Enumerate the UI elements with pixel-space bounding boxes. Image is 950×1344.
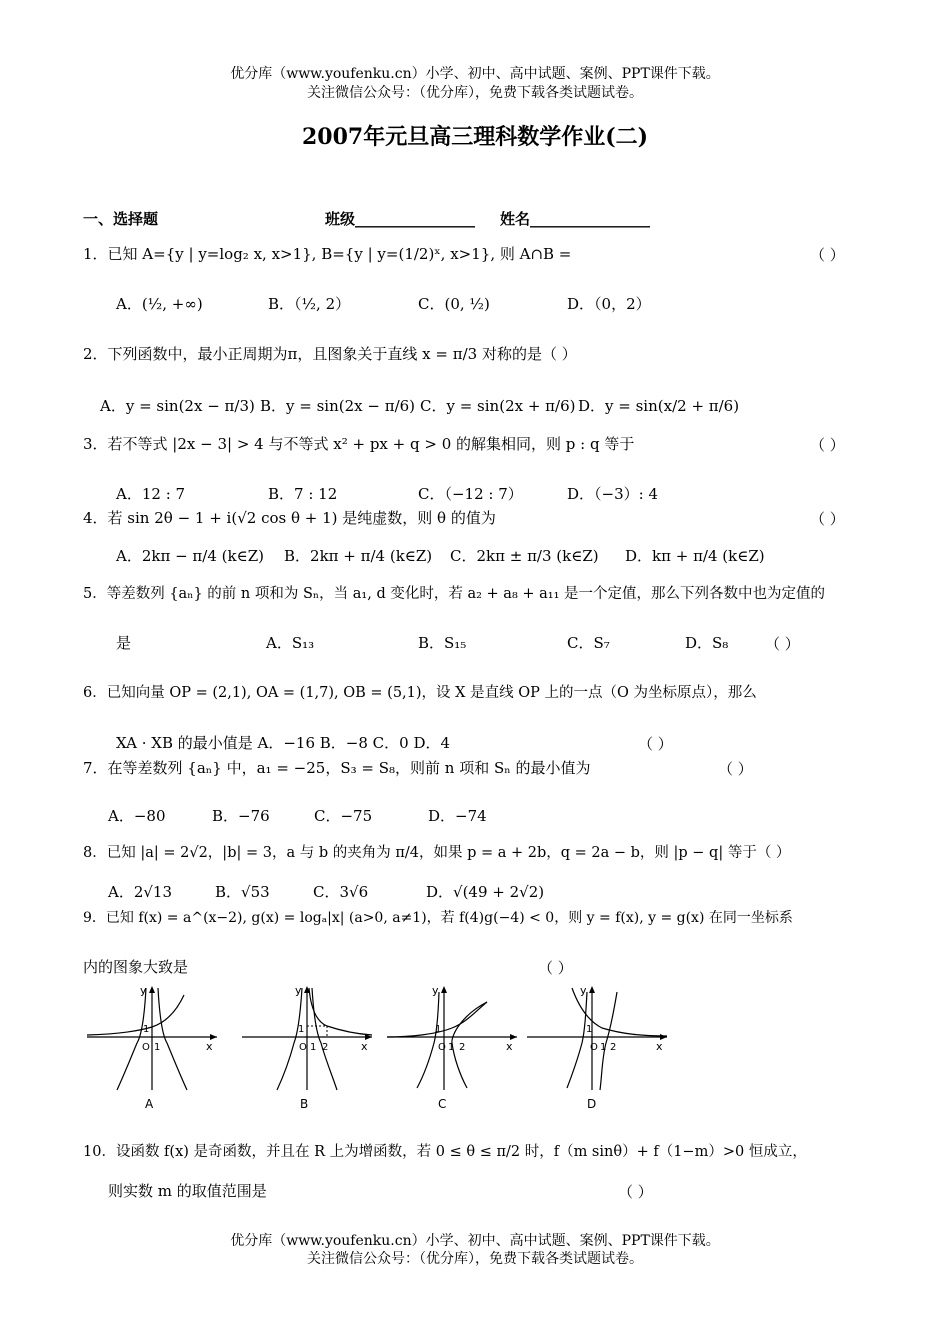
q2-option-b: B．y = sin(2x − π/6) <box>260 397 416 415</box>
q8-option-d: D．√(49 + 2√2) <box>426 883 545 901</box>
svg-text:2: 2 <box>610 1042 617 1053</box>
q8-option-b: B．√53 <box>215 883 270 901</box>
svg-text:y: y <box>432 984 439 997</box>
svg-text:y: y <box>295 984 302 997</box>
question-2: 2．下列函数中，最小正周期为π，且图象关于直线 x = π/3 对称的是（ ） <box>83 345 577 363</box>
q5-option-d: D．S₈ <box>685 634 729 652</box>
svg-text:1: 1 <box>600 1042 607 1053</box>
question-7: 7．在等差数列 {aₙ} 中，a₁ = −25，S₃ = S₈，则前 n 项和 Sₙ 的最小值为 <box>83 759 591 777</box>
answer-paren-3: （ ） <box>810 436 845 454</box>
question-5-cont: 是 <box>116 634 132 652</box>
q7-option-b: B．−76 <box>212 807 270 825</box>
header-line-1: 优分库（www.youfenku.cn）小学、初中、高中试题、案例、PPT课件下载。 <box>230 66 720 82</box>
q9-graphs <box>82 980 672 1110</box>
svg-text:1: 1 <box>586 1024 593 1035</box>
q1-option-c: C．(0, ½) <box>418 295 490 313</box>
svg-text:O: O <box>142 1042 150 1053</box>
question-1: 1．已知 A={y | y=log₂ x, x>1}, B={y | y=(1/2)ˣ, x>1}, 则 A∩B = <box>83 245 572 263</box>
graph-label-c: C <box>438 1097 447 1110</box>
q4-option-d: D．kπ + π/4 (k∈Z) <box>625 547 765 565</box>
q5-option-c: C．S₇ <box>567 634 610 652</box>
svg-text:1: 1 <box>143 1024 150 1035</box>
q8-option-c: C．3√6 <box>313 883 369 901</box>
svg-text:x: x <box>656 1040 663 1053</box>
svg-text:1: 1 <box>435 1024 442 1035</box>
footer-line-2: 关注微信公众号：（优分库），免费下载各类试题试卷。 <box>307 1251 643 1267</box>
q8-option-a: A．2√13 <box>108 883 173 901</box>
q4-option-b: B．2kπ + π/4 (k∈Z) <box>284 547 433 565</box>
header-line-2: 关注微信公众号：（优分库），免费下载各类试题试卷。 <box>307 85 643 101</box>
svg-text:x: x <box>206 1040 213 1053</box>
question-6-cont: XA · XB 的最小值是 A．−16 B．−8 C．0 D．4 <box>116 734 451 752</box>
question-5: 5．等差数列 {aₙ} 的前 n 项和为 Sₙ，当 a₁, d 变化时，若 a₂ + a₈ + a₁₁ 是一个定值，那么下列各数中也为定值的 <box>83 586 825 602</box>
svg-text:O: O <box>590 1042 598 1053</box>
svg-text:O: O <box>299 1042 307 1053</box>
q4-option-c: C．2kπ ± π/3 (k∈Z) <box>450 547 599 565</box>
question-10: 10．设函数 f(x) 是奇函数，并且在 R 上为增函数，若 0 ≤ θ ≤ π/2 时，f（m sinθ）+ f（1−m）>0 恒成立， <box>83 1144 807 1160</box>
q1-option-a: A．(½, +∞) <box>116 295 203 313</box>
graph-d <box>527 984 667 1110</box>
q3-option-c: C．（−12 : 7） <box>418 485 523 503</box>
answer-paren-9: （ ） <box>538 959 573 977</box>
svg-text:O: O <box>438 1042 446 1053</box>
class-field: 班级________________ <box>325 210 476 228</box>
svg-text:1: 1 <box>154 1042 161 1053</box>
graph-c <box>387 984 517 1110</box>
svg-text:y: y <box>580 984 587 997</box>
q7-option-a: A．−80 <box>108 807 166 825</box>
svg-text:x: x <box>361 1040 368 1053</box>
svg-text:1: 1 <box>298 1024 305 1035</box>
answer-paren-7: （ ） <box>718 760 753 778</box>
answer-paren-1: （ ） <box>810 246 845 264</box>
q1-option-b: B．（½, 2） <box>268 295 351 313</box>
question-6: 6．已知向量 OP = (2,1), OA = (1,7), OB = (5,1)，设 X 是直线 OP 上的一点（O 为坐标原点），那么 <box>83 685 757 701</box>
answer-paren-4: （ ） <box>810 510 845 528</box>
q2-option-c: C．y = sin(2x + π/6) <box>420 397 576 415</box>
graph-label-d: D <box>587 1097 597 1110</box>
question-9-cont: 内的图象大致是 <box>83 958 189 976</box>
question-8: 8．已知 |a| = 2√2，|b| = 3，a 与 b 的夹角为 π/4，如果 p = a + 2b，q = 2a − b，则 |p − q| 等于（ ） <box>83 845 791 861</box>
svg-text:2: 2 <box>459 1042 466 1053</box>
svg-text:1: 1 <box>448 1042 455 1053</box>
q2-option-a: A．y = sin(2x − π/3) <box>100 397 255 415</box>
graph-label-b: B <box>300 1097 309 1110</box>
question-3: 3．若不等式 |2x − 3| > 4 与不等式 x² + px + q > 0 的解集相同，则 p : q 等于 <box>83 435 635 453</box>
graph-b <box>242 984 372 1110</box>
q2-option-d: D．y = sin(x/2 + π/6) <box>578 397 740 415</box>
page-title: 2007年元旦高三理科数学作业(二) <box>301 124 649 150</box>
svg-text:x: x <box>506 1040 513 1053</box>
q3-option-d: D．（−3）: 4 <box>567 485 659 503</box>
section-label: 一、选择题 <box>83 210 159 228</box>
q1-option-d: D．（0，2） <box>567 295 651 313</box>
q5-option-b: B．S₁₅ <box>418 634 467 652</box>
question-9: 9．已知 f(x) = a^(x−2), g(x) = logₐ|x| (a>0, a≠1)，若 f(4)g(−4) < 0，则 y = f(x), y = g(x) 在同一坐标系 <box>83 910 793 926</box>
question-4: 4．若 sin 2θ − 1 + i(√2 cos θ + 1) 是纯虚数，则 θ 的值为 <box>83 509 496 527</box>
graph-a <box>87 984 217 1110</box>
footer-line-1: 优分库（www.youfenku.cn）小学、初中、高中试题、案例、PPT课件下载。 <box>230 1233 720 1249</box>
svg-text:y: y <box>140 984 147 997</box>
name-field: 姓名________________ <box>500 210 651 228</box>
q5-option-a: A．S₁₃ <box>266 634 315 652</box>
graph-label-a: A <box>145 1097 154 1110</box>
q7-option-c: C．−75 <box>314 807 373 825</box>
answer-paren-5: （ ） <box>765 635 800 653</box>
q4-option-a: A．2kπ − π/4 (k∈Z) <box>116 547 264 565</box>
answer-paren-6: （ ） <box>638 735 673 753</box>
question-10-cont: 则实数 m 的取值范围是 <box>108 1182 267 1200</box>
q7-option-d: D．−74 <box>428 807 487 825</box>
q3-option-a: A．12 : 7 <box>116 485 186 503</box>
svg-text:2: 2 <box>322 1042 329 1053</box>
q3-option-b: B．7 : 12 <box>268 485 338 503</box>
svg-text:1: 1 <box>310 1042 317 1053</box>
answer-paren-10: （ ） <box>618 1183 653 1201</box>
